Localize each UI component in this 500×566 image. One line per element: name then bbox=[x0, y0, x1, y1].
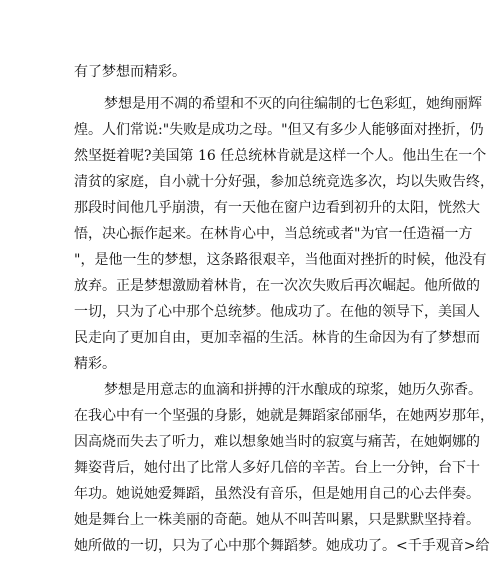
text-line: 因高烧而失去了听力，难以想象她当时的寂寞与痛苦，在她婀娜的 bbox=[74, 434, 480, 450]
text-line: 她所做的一切，只为了心中那个舞蹈梦。她成功了。<千手观音>给 bbox=[74, 538, 490, 554]
text-line: 煌。人们常说:"失败是成功之母。"但又有多少人能够面对挫折，仍 bbox=[74, 122, 484, 138]
text-line: 放弃。正是梦想激励着林肯，在一次次失败后再次崛起。他所做的 bbox=[74, 278, 480, 294]
text-line: 舞姿背后，她付出了比常人多好几倍的辛苦。台上一分钟，台下十 bbox=[74, 460, 480, 476]
text-line: 有了梦想而精彩。 bbox=[74, 64, 186, 80]
text-line: 然坚挺着呢?美国第 16 任总统林肯就是这样一个人。他出生在一个 bbox=[74, 148, 487, 164]
text-line: 她是舞台上一株美丽的奇葩。她从不叫苦叫累，只是默默坚持着。 bbox=[74, 512, 480, 528]
paragraph-start-line: 梦想是用不凋的希望和不灭的向往编制的七色彩虹，她绚丽辉 bbox=[104, 96, 482, 112]
text-line: 精彩。 bbox=[74, 356, 116, 372]
paragraph-start-line: 梦想是用意志的血滴和拼搏的汗水酿成的琼浆，她历久弥香。 bbox=[104, 382, 482, 398]
text-line: 民走向了更加自由，更加幸福的生活。林肯的生命因为有了梦想而 bbox=[74, 330, 480, 346]
text-line: 悟，决心振作起来。在林肯心中，当总统或者"为官一任造福一方 bbox=[74, 226, 473, 242]
text-line: "，是他一生的梦想，这条路很艰辛，当他面对挫折的时候，他没有 bbox=[74, 252, 487, 268]
text-line: 那段时间他几乎崩溃，有一天他在窗户边看到初升的太阳，恍然大 bbox=[74, 200, 480, 216]
text-line: 一切，只为了心中那个总统梦。他成功了。在他的领导下，美国人 bbox=[74, 304, 480, 320]
text-line: 在我心中有一个坚强的身影，她就是舞蹈家邰丽华，在她两岁那年， bbox=[74, 408, 494, 424]
text-line: 年功。她说她爱舞蹈，虽然没有音乐，但是她用自己的心去伴奏。 bbox=[74, 486, 480, 502]
text-line: 清贫的家庭，自小就十分好强，参加总统竞选多次，均以失败告终， bbox=[74, 174, 494, 190]
